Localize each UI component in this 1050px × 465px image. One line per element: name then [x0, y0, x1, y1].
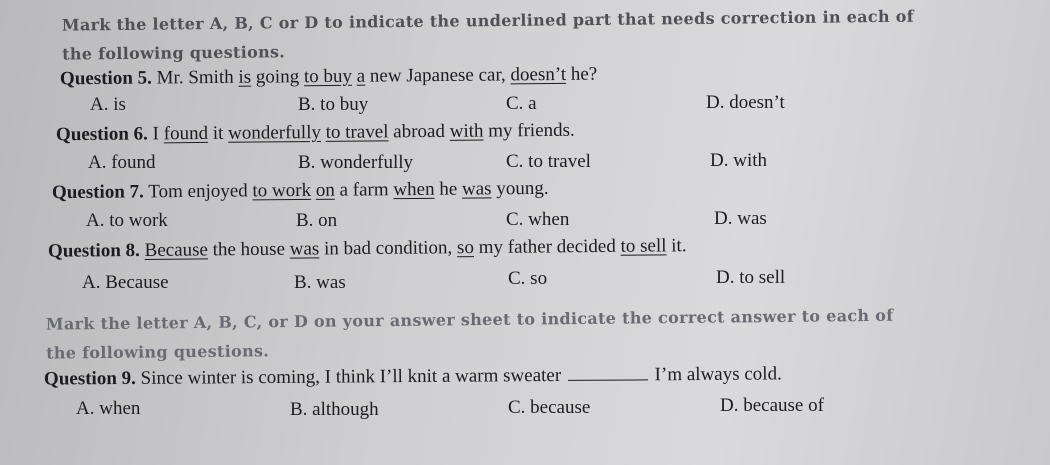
- option-a[interactable]: A. to work: [86, 210, 168, 231]
- question-text: the house: [207, 238, 290, 261]
- question-text: going: [251, 66, 304, 88]
- underlined-part-b: to buy: [303, 65, 353, 88]
- underlined-part-a: found: [163, 122, 209, 145]
- option-b[interactable]: B. was: [294, 272, 346, 293]
- question-text: abroad: [388, 120, 450, 143]
- option-c[interactable]: C. when: [506, 209, 570, 230]
- question-text: in bad condition,: [319, 237, 458, 260]
- question-5: [60, 64, 597, 91]
- question-label: Question 6.: [55, 123, 148, 146]
- underlined-part-a: to work: [252, 179, 312, 202]
- question-text: I’m always cold.: [654, 363, 782, 386]
- question-text: young.: [491, 177, 549, 200]
- option-b[interactable]: B. although: [290, 399, 379, 420]
- question-text: my friends.: [483, 119, 575, 142]
- underlined-part-d: to sell: [620, 235, 667, 257]
- underlined-part-d: was: [461, 178, 492, 200]
- question-6: [56, 120, 575, 147]
- question-text: he?: [565, 63, 598, 85]
- instructions-multiple-choice: Mark the letter A, B, C, or D on your answer sheet to indicate the correct answer to each of the following questions.: [45, 305, 894, 363]
- option-a[interactable]: A. Because: [82, 272, 169, 293]
- underlined-part-b: wonderfully: [227, 121, 322, 144]
- option-c[interactable]: C. a: [506, 93, 537, 114]
- question-text: a farm: [334, 179, 394, 201]
- question-label: Question 9.: [43, 367, 136, 390]
- option-d[interactable]: D. because of: [720, 395, 824, 416]
- question-label: Question 7.: [51, 181, 144, 204]
- underlined-part-a: Because: [144, 239, 209, 261]
- option-c[interactable]: C. so: [508, 268, 548, 289]
- option-a[interactable]: A. is: [90, 94, 126, 115]
- underlined-part-c: when: [393, 178, 435, 201]
- question-text: he: [434, 178, 463, 200]
- question-label: Question 8.: [47, 239, 140, 262]
- option-c[interactable]: C. because: [508, 397, 591, 418]
- option-d[interactable]: D. to sell: [716, 267, 786, 288]
- question-8: [48, 235, 687, 263]
- option-a[interactable]: A. found: [88, 152, 156, 173]
- question-text: new Japanese car,: [365, 64, 511, 87]
- option-c[interactable]: C. to travel: [506, 151, 591, 172]
- question-text: I: [152, 123, 164, 145]
- answer-blank: [568, 365, 648, 381]
- underlined-part-a: is: [238, 66, 252, 88]
- underlined-part-b: was: [289, 238, 320, 260]
- option-d[interactable]: D. with: [710, 150, 767, 171]
- underlined-part-b: on: [315, 179, 335, 201]
- underlined-part-c: a: [356, 65, 366, 87]
- underlined-part-d: doesn’t: [510, 63, 567, 86]
- question-text: Tom enjoyed: [148, 180, 253, 203]
- question-text: Since winter is coming, I think I’ll knit a warm sweater: [140, 364, 562, 389]
- instructions-error-identification: Mark the letter A, B, C or D to indicate the underlined part that needs correction in each of the following questions.: [61, 6, 914, 64]
- question-text: it: [207, 122, 229, 144]
- question-text: it.: [666, 235, 687, 257]
- option-d[interactable]: D. was: [714, 208, 767, 229]
- question-7: [52, 178, 549, 204]
- question-9: [44, 363, 782, 390]
- option-d[interactable]: D. doesn’t: [706, 92, 785, 113]
- option-b[interactable]: B. to buy: [298, 94, 369, 115]
- question-text: my father decided: [473, 235, 621, 259]
- question-label: Question 5.: [59, 67, 152, 90]
- underlined-part-c: to travel: [325, 121, 389, 143]
- question-text: Mr. Smith: [156, 66, 239, 89]
- underlined-part-c: so: [456, 237, 475, 259]
- underlined-part-d: with: [449, 120, 484, 142]
- option-b[interactable]: B. wonderfully: [298, 152, 414, 173]
- option-a[interactable]: A. when: [76, 398, 141, 419]
- option-b[interactable]: B. on: [296, 210, 338, 231]
